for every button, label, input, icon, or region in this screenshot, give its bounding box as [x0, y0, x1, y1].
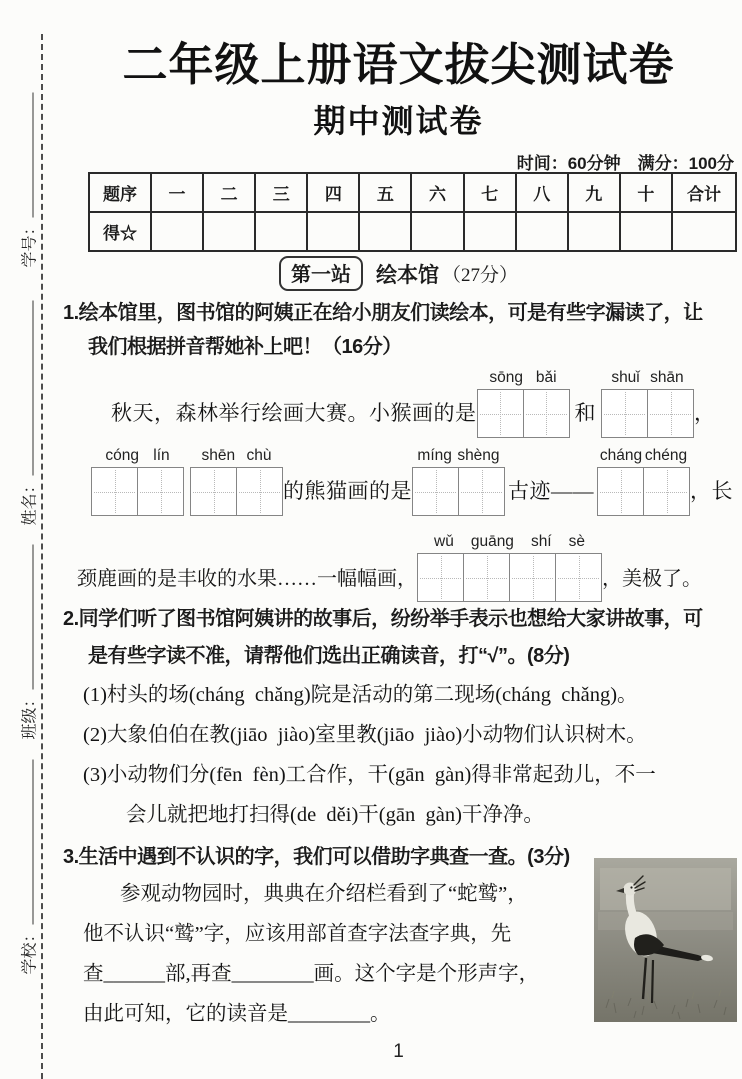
pinyin-label: sōng bǎi [489, 369, 557, 386]
q1-fill-row-3 [77, 530, 742, 602]
writing-grid [601, 389, 694, 438]
page-subtitle: 期中测试卷 [313, 103, 484, 139]
score-cell [151, 212, 203, 251]
question-2 [63, 601, 742, 835]
q3-prompt: 3.生活中遇到不认识的字，我们可以借助字典查一查。(3分) [63, 846, 570, 868]
q2-item-2: (2)大象伯伯在教 •(jiāo jiào)室里教 •(jiāo jiào)小动物们认识树木。 [63, 715, 742, 755]
q1-text: ， [694, 401, 716, 425]
q2-item-3-line1: (3)小动物们分 •(fēn fèn)工合作，干 •(gān gàn)得非常起劲儿，不一 [63, 755, 742, 795]
writing-grid [91, 467, 184, 516]
score-row-label: 得☆ [89, 212, 151, 251]
q2-item-3-line2: 会儿就把地打扫得 •(de děi)干 •(gān gàn)干净净。 [63, 795, 742, 835]
score-col-10: 十 [620, 173, 672, 212]
page-number: 1 [393, 1041, 404, 1062]
q1-fill-row-2 [91, 444, 742, 516]
student-id-field [15, 93, 41, 268]
score-table-score-row [89, 212, 736, 251]
q1-prompt-line1: 1.绘本馆里，图书馆的阿姨正在给小朋友们读绘本，可是有些字漏读了，让 [63, 302, 703, 324]
score-cell [464, 212, 516, 251]
score-col-9: 九 [568, 173, 620, 212]
score-col-1: 一 [151, 173, 203, 212]
score-col-3: 三 [255, 173, 307, 212]
answer-blank [601, 366, 694, 438]
class-field [15, 545, 41, 740]
score-cell [620, 212, 672, 251]
q3-line-3: 查______部,再查________画。这个字是个形声字， [83, 963, 540, 985]
q3-line-2: 他不认识“鹫”字，应该用部首查字法查字典，先 [83, 923, 512, 945]
score-cell [359, 212, 411, 251]
q1-text: ，美极了。 [602, 568, 702, 590]
q1-text: 古迹—— [508, 479, 594, 503]
q3-line-1: 参观动物园时，典典在介绍栏看到了“蛇鹫”， [120, 883, 528, 905]
answer-blank [190, 444, 283, 516]
school-field [15, 760, 41, 975]
secretary-bird-photo [594, 858, 737, 1022]
pinyin-label: shuǐ shān [611, 369, 684, 386]
q2-prompt-line2: 是有些字读不准，请帮他们选出正确读音，打“√”。(8分) [88, 645, 570, 667]
answer-blank [477, 366, 570, 438]
writing-grid [412, 467, 505, 516]
q1-prompt-line2: 我们根据拼音帮她补上吧！（16分） [88, 336, 402, 358]
section-badge: 第一站 [279, 256, 363, 291]
score-cell [516, 212, 568, 251]
answer-blank [412, 444, 505, 516]
q1-text: 和 [574, 401, 596, 425]
q1-text: 的熊猫画的是 [283, 479, 412, 503]
section-name: 绘本馆 [375, 263, 439, 287]
exam-meta: 时间：60分钟 满分：100分 [516, 154, 734, 173]
pinyin-label: shēn chù [201, 447, 272, 464]
q2-item-1: (1)村头的场 •(cháng chǎng)院是活动的第二现场 •(cháng chǎng)。 [63, 675, 742, 715]
score-cell [307, 212, 359, 251]
pinyin-label: cháng chéng [599, 447, 688, 464]
school-blank-line [32, 760, 33, 925]
score-col-8: 八 [516, 173, 568, 212]
q1-text: 颈鹿画的是丰收的水果……一幅幅画， [77, 568, 417, 590]
writing-grid [597, 467, 690, 516]
section-header [55, 256, 742, 291]
class-blank-line [32, 545, 33, 690]
name-field [15, 301, 41, 526]
question-1 [63, 296, 742, 602]
score-table [88, 172, 737, 252]
q1-text: 秋天，森林举行绘画大赛。小猴画的是 [111, 401, 477, 425]
score-col-2: 二 [203, 173, 255, 212]
writing-grid [190, 467, 283, 516]
score-cell [568, 212, 620, 251]
answer-blank [91, 444, 184, 516]
name-label: 姓名： [21, 477, 38, 526]
student-id-label: 学号： [21, 219, 38, 268]
page-title: 二年级上册语文拔尖测试卷 [122, 39, 675, 90]
q2-prompt-line1: 2.同学们听了图书馆阿姨讲的故事后，纷纷举手表示也想给大家讲故事，可 [63, 608, 703, 630]
answer-blank [417, 530, 602, 602]
pinyin-label: cóng lín [105, 447, 170, 464]
pinyin-label: wǔ guāng shí sè [434, 533, 585, 550]
pinyin-label: míng shèng [417, 447, 500, 464]
answer-blank [597, 444, 690, 516]
score-col-5: 五 [359, 173, 411, 212]
q1-text: ，长 [690, 479, 733, 503]
score-cell [672, 212, 736, 251]
q3-passage [63, 874, 598, 1034]
class-label: 班级： [21, 691, 38, 740]
score-col-total: 合计 [672, 173, 736, 212]
school-label: 学校： [21, 926, 38, 975]
writing-grid [477, 389, 570, 438]
score-cell [255, 212, 307, 251]
q1-fill-row-1 [111, 366, 742, 438]
score-cell [411, 212, 463, 251]
score-cell [203, 212, 255, 251]
score-col-7: 七 [464, 173, 516, 212]
score-table-header-row [89, 173, 736, 212]
student-id-blank-line [32, 93, 33, 218]
q3-line-4: 由此可知，它的读音是________。 [83, 1003, 391, 1025]
name-blank-line [32, 301, 33, 476]
seal-dashed-line [41, 34, 43, 1079]
section-points: （27分） [441, 265, 518, 286]
writing-grid [417, 553, 602, 602]
score-table-corner: 题序 [89, 173, 151, 212]
score-col-6: 六 [411, 173, 463, 212]
score-col-4: 四 [307, 173, 359, 212]
